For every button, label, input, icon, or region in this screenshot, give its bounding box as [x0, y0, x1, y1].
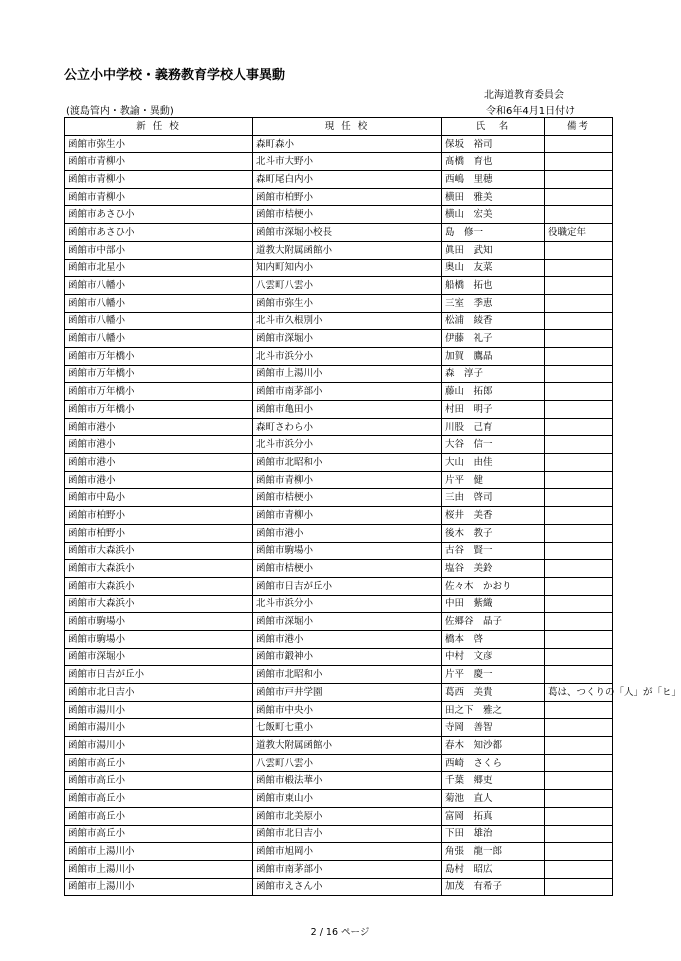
remarks-cell	[545, 648, 613, 666]
new-school-cell: 函館市上湯川小	[65, 843, 253, 861]
table-row	[65, 277, 613, 295]
current-school-cell: 道教大附属函館小	[253, 241, 442, 259]
remarks-cell	[545, 577, 613, 595]
remarks-cell	[545, 524, 613, 542]
table-row	[65, 701, 613, 719]
current-school-cell: 七飯町七重小	[253, 719, 442, 737]
remarks-cell	[545, 772, 613, 790]
new-school-cell: 函館市港小	[65, 454, 253, 472]
new-school-cell: 函館市港小	[65, 471, 253, 489]
name-cell: 西嶋 里穂	[442, 171, 545, 189]
table-row	[65, 737, 613, 755]
new-school-cell: 函館市駒場小	[65, 630, 253, 648]
new-school-cell: 函館市八幡小	[65, 312, 253, 330]
name-cell: 横山 宏美	[442, 206, 545, 224]
remarks-cell: 葛は、つくりの「人」が「ヒ」	[545, 684, 613, 702]
remarks-cell	[545, 595, 613, 613]
header-new-school: 新 任 校	[65, 118, 253, 136]
current-school-cell: 函館市日吉が丘小	[253, 577, 442, 595]
table-row	[65, 666, 613, 684]
new-school-cell: 函館市中島小	[65, 489, 253, 507]
name-cell: 森 淳子	[442, 365, 545, 383]
new-school-cell: 函館市北星小	[65, 259, 253, 277]
remarks-cell	[545, 754, 613, 772]
remarks-cell	[545, 542, 613, 560]
name-cell: 島 修一	[442, 224, 545, 242]
name-cell: 佐々木 かおり	[442, 577, 545, 595]
remarks-cell	[545, 365, 613, 383]
current-school-cell: 函館市港小	[253, 630, 442, 648]
remarks-cell	[545, 436, 613, 454]
remarks-cell	[545, 188, 613, 206]
remarks-cell	[545, 135, 613, 153]
table-body	[65, 135, 681, 896]
table-row	[65, 524, 613, 542]
name-cell: 中田 紫織	[442, 595, 545, 613]
new-school-cell: 函館市万年橋小	[65, 401, 253, 419]
name-cell: 角張 龍一郎	[442, 843, 545, 861]
name-cell: 佐郷谷 晶子	[442, 613, 545, 631]
name-cell: 横田 雅美	[442, 188, 545, 206]
table-row	[65, 454, 613, 472]
remarks-cell	[545, 259, 613, 277]
remarks-cell	[545, 878, 613, 896]
current-school-cell: 函館市北日吉小	[253, 825, 442, 843]
name-cell: 藤山 拓郎	[442, 383, 545, 401]
name-cell: 保坂 裕司	[442, 135, 545, 153]
current-school-cell: 森町さわら小	[253, 418, 442, 436]
current-school-cell: 森町尾白内小	[253, 171, 442, 189]
remarks-cell	[545, 418, 613, 436]
current-school-cell: 函館市港小	[253, 524, 442, 542]
current-school-cell: 函館市椴法華小	[253, 772, 442, 790]
current-school-cell: 函館市えさん小	[253, 878, 442, 896]
current-school-cell: 函館市駒場小	[253, 542, 442, 560]
table-row	[65, 843, 613, 861]
remarks-cell	[545, 807, 613, 825]
new-school-cell: 函館市万年橋小	[65, 365, 253, 383]
new-school-cell: 函館市弥生小	[65, 135, 253, 153]
name-cell: 中村 文彦	[442, 648, 545, 666]
header-remarks: 備考	[545, 118, 613, 136]
name-cell: 伊藤 礼子	[442, 330, 545, 348]
table-row	[65, 241, 613, 259]
remarks-cell	[545, 241, 613, 259]
new-school-cell: 函館市青柳小	[65, 188, 253, 206]
table-row	[65, 347, 613, 365]
current-school-cell: 函館市深堀小	[253, 330, 442, 348]
new-school-cell: 函館市柏野小	[65, 524, 253, 542]
current-school-cell: 北斗市浜分小	[253, 436, 442, 454]
new-school-cell: 函館市駒場小	[65, 613, 253, 631]
name-cell: 富岡 拓真	[442, 807, 545, 825]
table-row	[65, 171, 613, 189]
new-school-cell: 函館市万年橋小	[65, 383, 253, 401]
current-school-cell: 函館市戸井学園	[253, 684, 442, 702]
new-school-cell: 函館市高丘小	[65, 825, 253, 843]
current-school-cell: 八雲町八雲小	[253, 277, 442, 295]
table-row	[65, 560, 613, 578]
remarks-cell	[545, 825, 613, 843]
name-cell: 片平 慶一	[442, 666, 545, 684]
table-row	[65, 330, 613, 348]
table-row	[65, 436, 613, 454]
name-cell: 下田 雄治	[442, 825, 545, 843]
remarks-cell	[545, 330, 613, 348]
table-row	[65, 542, 613, 560]
remarks-cell: 役職定年	[545, 224, 613, 242]
new-school-cell: 函館市高丘小	[65, 754, 253, 772]
current-school-cell: 函館市桔梗小	[253, 489, 442, 507]
name-cell: 片平 健	[442, 471, 545, 489]
remarks-cell	[545, 701, 613, 719]
table-row	[65, 630, 613, 648]
table-row	[65, 648, 613, 666]
remarks-cell	[545, 737, 613, 755]
name-cell: 大谷 信一	[442, 436, 545, 454]
remarks-cell	[545, 790, 613, 808]
table-row	[65, 507, 613, 525]
current-school-cell: 函館市北昭和小	[253, 666, 442, 684]
remarks-cell	[545, 860, 613, 878]
table-row	[65, 577, 613, 595]
table-row	[65, 418, 613, 436]
current-school-cell: 函館市上湯川小	[253, 365, 442, 383]
table-row	[65, 188, 613, 206]
name-cell: 葛西 美貴	[442, 684, 545, 702]
table-row	[65, 401, 613, 419]
name-cell: 船橋 拓也	[442, 277, 545, 295]
table-row	[65, 754, 613, 772]
remarks-cell	[545, 206, 613, 224]
new-school-cell: 函館市高丘小	[65, 807, 253, 825]
name-cell: 奥山 友菜	[442, 259, 545, 277]
name-cell: 塩谷 美鈴	[442, 560, 545, 578]
header-name: 氏 名	[442, 118, 545, 136]
current-school-cell: 函館市青柳小	[253, 471, 442, 489]
new-school-cell: 函館市湯川小	[65, 737, 253, 755]
table-row	[65, 153, 613, 171]
table-header-row	[65, 118, 613, 136]
current-school-cell: 北斗市浜分小	[253, 347, 442, 365]
table-row	[65, 206, 613, 224]
new-school-cell: 函館市青柳小	[65, 153, 253, 171]
issuer: 北海道教育委員会	[484, 90, 564, 101]
remarks-cell	[545, 171, 613, 189]
remarks-cell	[545, 489, 613, 507]
current-school-cell: 北斗市久根別小	[253, 312, 442, 330]
name-cell: 後木 教子	[442, 524, 545, 542]
new-school-cell: 函館市港小	[65, 418, 253, 436]
personnel-table	[64, 117, 681, 896]
new-school-cell: 函館市あさひ小	[65, 206, 253, 224]
current-school-cell: 函館市桔梗小	[253, 560, 442, 578]
table-row	[65, 365, 613, 383]
name-cell: 菊池 直人	[442, 790, 545, 808]
new-school-cell: 函館市湯川小	[65, 701, 253, 719]
table-row	[65, 860, 613, 878]
current-school-cell: 函館市深堀小校長	[253, 224, 442, 242]
remarks-cell	[545, 294, 613, 312]
table-row	[65, 312, 613, 330]
new-school-cell: 函館市深堀小	[65, 648, 253, 666]
name-cell: 田之下 雅之	[442, 701, 545, 719]
remarks-cell	[545, 507, 613, 525]
remarks-cell	[545, 560, 613, 578]
page-number: 2 / 16 ページ	[310, 927, 370, 938]
name-cell: 川股 己育	[442, 418, 545, 436]
new-school-cell: 函館市北日吉小	[65, 684, 253, 702]
current-school-cell: 函館市弥生小	[253, 294, 442, 312]
remarks-cell	[545, 383, 613, 401]
new-school-cell: 函館市八幡小	[65, 277, 253, 295]
remarks-cell	[545, 347, 613, 365]
name-cell: 髙橋 育也	[442, 153, 545, 171]
new-school-cell: 函館市港小	[65, 436, 253, 454]
current-school-cell: 八雲町八雲小	[253, 754, 442, 772]
name-cell: 桜井 美香	[442, 507, 545, 525]
name-cell: 橋本 啓	[442, 630, 545, 648]
remarks-cell	[545, 613, 613, 631]
name-cell: 眞田 武知	[442, 241, 545, 259]
current-school-cell: 函館市南茅部小	[253, 860, 442, 878]
name-cell: 加賀 鷹晶	[442, 347, 545, 365]
new-school-cell: 函館市大森浜小	[65, 595, 253, 613]
page-title: 公立小中学校・義務教育学校人事異動	[64, 68, 286, 83]
current-school-cell: 函館市鍛神小	[253, 648, 442, 666]
table-row	[65, 259, 613, 277]
current-school-cell: 函館市亀田小	[253, 401, 442, 419]
table-row	[65, 613, 613, 631]
current-school-cell: 函館市青柳小	[253, 507, 442, 525]
name-cell: 島村 昭広	[442, 860, 545, 878]
new-school-cell: 函館市大森浜小	[65, 560, 253, 578]
new-school-cell: 函館市大森浜小	[65, 542, 253, 560]
table-row	[65, 224, 613, 242]
table-row	[65, 719, 613, 737]
current-school-cell: 知内町知内小	[253, 259, 442, 277]
current-school-cell: 道教大附属函館小	[253, 737, 442, 755]
current-school-cell: 森町森小	[253, 135, 442, 153]
table-row	[65, 790, 613, 808]
name-cell: 大山 由佳	[442, 454, 545, 472]
new-school-cell: 函館市八幡小	[65, 330, 253, 348]
current-school-cell: 北斗市大野小	[253, 153, 442, 171]
table-row	[65, 825, 613, 843]
remarks-cell	[545, 312, 613, 330]
new-school-cell: 函館市湯川小	[65, 719, 253, 737]
current-school-cell: 函館市深堀小	[253, 613, 442, 631]
current-school-cell: 函館市桔梗小	[253, 206, 442, 224]
current-school-cell: 函館市北美原小	[253, 807, 442, 825]
header-current-school: 現 任 校	[253, 118, 442, 136]
remarks-cell	[545, 471, 613, 489]
remarks-cell	[545, 454, 613, 472]
new-school-cell: 函館市高丘小	[65, 772, 253, 790]
name-cell: 松浦 綾香	[442, 312, 545, 330]
new-school-cell: 函館市日吉が丘小	[65, 666, 253, 684]
table-row	[65, 471, 613, 489]
new-school-cell: 函館市中部小	[65, 241, 253, 259]
table-row	[65, 684, 613, 702]
new-school-cell: 函館市八幡小	[65, 294, 253, 312]
name-cell: 春木 知沙都	[442, 737, 545, 755]
current-school-cell: 函館市南茅部小	[253, 383, 442, 401]
remarks-cell	[545, 153, 613, 171]
remarks-cell	[545, 666, 613, 684]
name-cell: 村田 明子	[442, 401, 545, 419]
new-school-cell: 函館市あさひ小	[65, 224, 253, 242]
name-cell: 西崎 さくら	[442, 754, 545, 772]
new-school-cell: 函館市高丘小	[65, 790, 253, 808]
table-row	[65, 294, 613, 312]
table-row	[65, 135, 613, 153]
effective-date: 令和6年4月1日付け	[486, 106, 576, 117]
new-school-cell: 函館市万年橋小	[65, 347, 253, 365]
current-school-cell: 函館市柏野小	[253, 188, 442, 206]
table-row	[65, 807, 613, 825]
current-school-cell: 函館市中央小	[253, 701, 442, 719]
table-row	[65, 878, 613, 896]
table-row	[65, 772, 613, 790]
current-school-cell: 函館市東山小	[253, 790, 442, 808]
remarks-cell	[545, 630, 613, 648]
remarks-cell	[545, 719, 613, 737]
new-school-cell: 函館市大森浜小	[65, 577, 253, 595]
name-cell: 三室 季恵	[442, 294, 545, 312]
remarks-cell	[545, 277, 613, 295]
name-cell: 三由 啓司	[442, 489, 545, 507]
section-subtitle: (渡島管内・教諭・異動)	[66, 106, 174, 117]
current-school-cell: 北斗市浜分小	[253, 595, 442, 613]
current-school-cell: 函館市北昭和小	[253, 454, 442, 472]
table-row	[65, 383, 613, 401]
new-school-cell: 函館市上湯川小	[65, 878, 253, 896]
table-row	[65, 489, 613, 507]
new-school-cell: 函館市青柳小	[65, 171, 253, 189]
remarks-cell	[545, 401, 613, 419]
current-school-cell: 函館市旭岡小	[253, 843, 442, 861]
name-cell: 加茂 有希子	[442, 878, 545, 896]
name-cell: 千葉 郷吏	[442, 772, 545, 790]
name-cell: 寺岡 善智	[442, 719, 545, 737]
table-row	[65, 595, 613, 613]
name-cell: 古谷 賢一	[442, 542, 545, 560]
remarks-cell	[545, 843, 613, 861]
new-school-cell: 函館市上湯川小	[65, 860, 253, 878]
new-school-cell: 函館市柏野小	[65, 507, 253, 525]
